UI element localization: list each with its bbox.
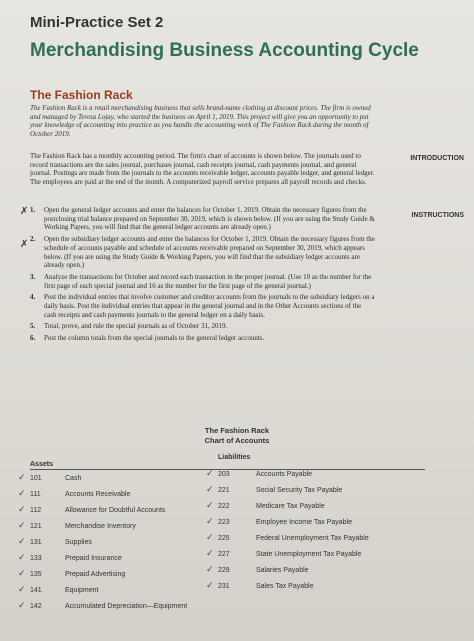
chart-divider xyxy=(30,469,425,470)
account-name: Equipment xyxy=(65,587,99,594)
account-name: Prepaid Insurance xyxy=(65,555,122,562)
account-name: Social Security Tax Payable xyxy=(256,487,343,494)
check-mark-icon: ✓ xyxy=(18,537,26,547)
account-number: 101 xyxy=(30,475,42,482)
check-mark-icon: ✓ xyxy=(18,521,26,531)
account-name: Merchandise Inventory xyxy=(65,523,136,530)
account-name: Salaries Payable xyxy=(256,567,309,574)
account-number: 229 xyxy=(218,567,230,574)
check-mark-icon: ✓ xyxy=(18,601,26,611)
account-number: 223 xyxy=(218,519,230,526)
check-mark-icon: ✓ xyxy=(18,569,26,579)
instruction-item xyxy=(30,235,375,270)
check-mark-icon: ✓ xyxy=(206,581,214,591)
account-name: Accounts Receivable xyxy=(65,491,131,498)
account-number: 121 xyxy=(30,523,42,530)
account-name: Accounts Payable xyxy=(256,471,313,478)
check-mark-icon: ✓ xyxy=(206,565,214,575)
check-mark-icon: ✓ xyxy=(206,469,214,479)
handwritten-x-mark: ✗ xyxy=(20,206,29,217)
account-name: Employee Income Tax Payable xyxy=(256,519,352,526)
instruction-text: Open the subsidiary ledger accounts and enter the balances for October 1, 2019. Obtain the necessary figures from the schedule of accounts payable and schedule of accounts receivable prepared on September 30, 2019, which appears below. (If you are using the Study Guide & Working Papers, you will find that the subsidiary ledger accounts are already open.) xyxy=(44,235,375,270)
account-number: 112 xyxy=(30,507,42,514)
account-number: 225 xyxy=(218,535,230,542)
instruction-text: Analyze the transactions for October and record each transaction in the proper journal. (Use 10 as the number for the first page of each special journal and 16 as the number for the first page of the general journal.) xyxy=(44,272,372,290)
instruction-text: Post the column totals from the special journals to the general ledger accounts. xyxy=(44,334,265,343)
intro-paragraph: The Fashion Rack has a monthly accounting period. The firm's chart of accounts is shown below. The journals used to record transactions are the sales journal, purchases journal, cash receipts journal, cash payments journal, and general journal. Postings are made from the journals to the accounts receivable ledger, accounts payable ledger, and general ledger. The employees are paid at the end of the month. A computerized payroll service prepares all payroll records and checks. xyxy=(30,152,375,187)
instructions-label: INSTRUCTIONS xyxy=(411,212,464,219)
check-mark-icon: ✓ xyxy=(18,473,26,483)
handwritten-x-mark: ✗ xyxy=(20,239,29,250)
introduction-label: INTRODUCTION xyxy=(410,155,464,162)
liabilities-heading: Liabilities xyxy=(218,454,251,461)
instruction-number: 1. xyxy=(30,206,36,214)
check-mark-icon: ✓ xyxy=(18,585,26,595)
instruction-text: Post the individual entries that involve customer and creditor accounts from the journals to the subsidiary ledgers on a daily basis. Post the individual entries that appear in the general journal and in the Other Accounts sections of the cash receipts and cash payments journals to the general ledger on a daily basis. xyxy=(44,293,375,319)
account-name: Allowance for Doubtful Accounts xyxy=(65,507,166,514)
set-title: Mini-Practice Set 2 xyxy=(30,14,164,31)
account-number: 203 xyxy=(218,471,230,478)
account-number: 231 xyxy=(218,583,230,590)
project-title: The Fashion Rack xyxy=(30,88,133,102)
account-number: 133 xyxy=(30,555,42,562)
chart-title: Chart of Accounts xyxy=(204,436,270,445)
account-number: 131 xyxy=(30,539,42,546)
instruction-number: 6. xyxy=(30,334,36,343)
account-name: Accumulated Depreciation—Equipment xyxy=(65,603,188,610)
account-number: 222 xyxy=(218,503,230,510)
account-number: 142 xyxy=(30,603,42,610)
instruction-number: 4. xyxy=(30,293,36,302)
check-mark-icon: ✓ xyxy=(206,517,214,527)
check-mark-icon: ✓ xyxy=(18,553,26,563)
account-number: 221 xyxy=(218,487,230,494)
check-mark-icon: ✓ xyxy=(206,501,214,511)
instruction-number: 2. xyxy=(30,235,36,244)
main-title: Merchandising Business Accounting Cycle xyxy=(30,40,419,61)
check-mark-icon: ✓ xyxy=(206,549,214,559)
account-name: Federal Unemployment Tax Payable xyxy=(256,535,369,542)
instruction-number: 3. xyxy=(30,272,36,281)
account-name: Sales Tax Payable xyxy=(256,583,314,590)
account-name: Cash xyxy=(65,475,82,482)
account-name: Medicare Tax Payable xyxy=(256,503,325,510)
instruction-text: Open the general ledger accounts and enter the balances for October 1, 2019. Obtain the necessary figures from the postclosing trial balance prepared on September 30, 2019, which is shown below. (If you are using the Study Guide & Working Papers, you will find that the general ledger accounts are already open.) xyxy=(44,206,375,232)
account-name: Prepaid Advertising xyxy=(65,571,126,578)
instruction-item xyxy=(30,293,375,319)
intro-italic-paragraph: The Fashion Rack is a retail merchandising business that sells brand-name clothing at discount prices. The firm is owned and managed by Teresa Lojay, who started the business on April 1, 2019. This project will give you an opportunity to put your knowledge of accounting into practice as you handle the accounting work of The Fashion Rack during the month of October 2019. xyxy=(30,104,371,139)
instruction-item xyxy=(30,322,375,331)
account-number: 227 xyxy=(218,551,230,558)
check-mark-icon: ✓ xyxy=(206,485,214,495)
account-number: 135 xyxy=(30,571,42,578)
instruction-item xyxy=(30,206,375,232)
instruction-item xyxy=(30,273,375,290)
account-name: State Unemployment Tax Payable xyxy=(256,551,362,558)
account-name: Supplies xyxy=(65,539,92,546)
account-number: 141 xyxy=(30,587,42,594)
instruction-number: 5. xyxy=(30,322,36,331)
instruction-item xyxy=(30,334,375,343)
check-mark-icon: ✓ xyxy=(18,505,26,515)
chart-company-name: The Fashion Rack xyxy=(204,426,270,435)
check-mark-icon: ✓ xyxy=(18,489,26,499)
check-mark-icon: ✓ xyxy=(206,533,214,543)
assets-heading: Assets xyxy=(30,461,53,468)
account-number: 111 xyxy=(30,491,41,498)
instruction-text: Total, prove, and rule the special journals as of October 31, 2019. xyxy=(44,322,228,331)
instructions-list xyxy=(30,206,375,346)
